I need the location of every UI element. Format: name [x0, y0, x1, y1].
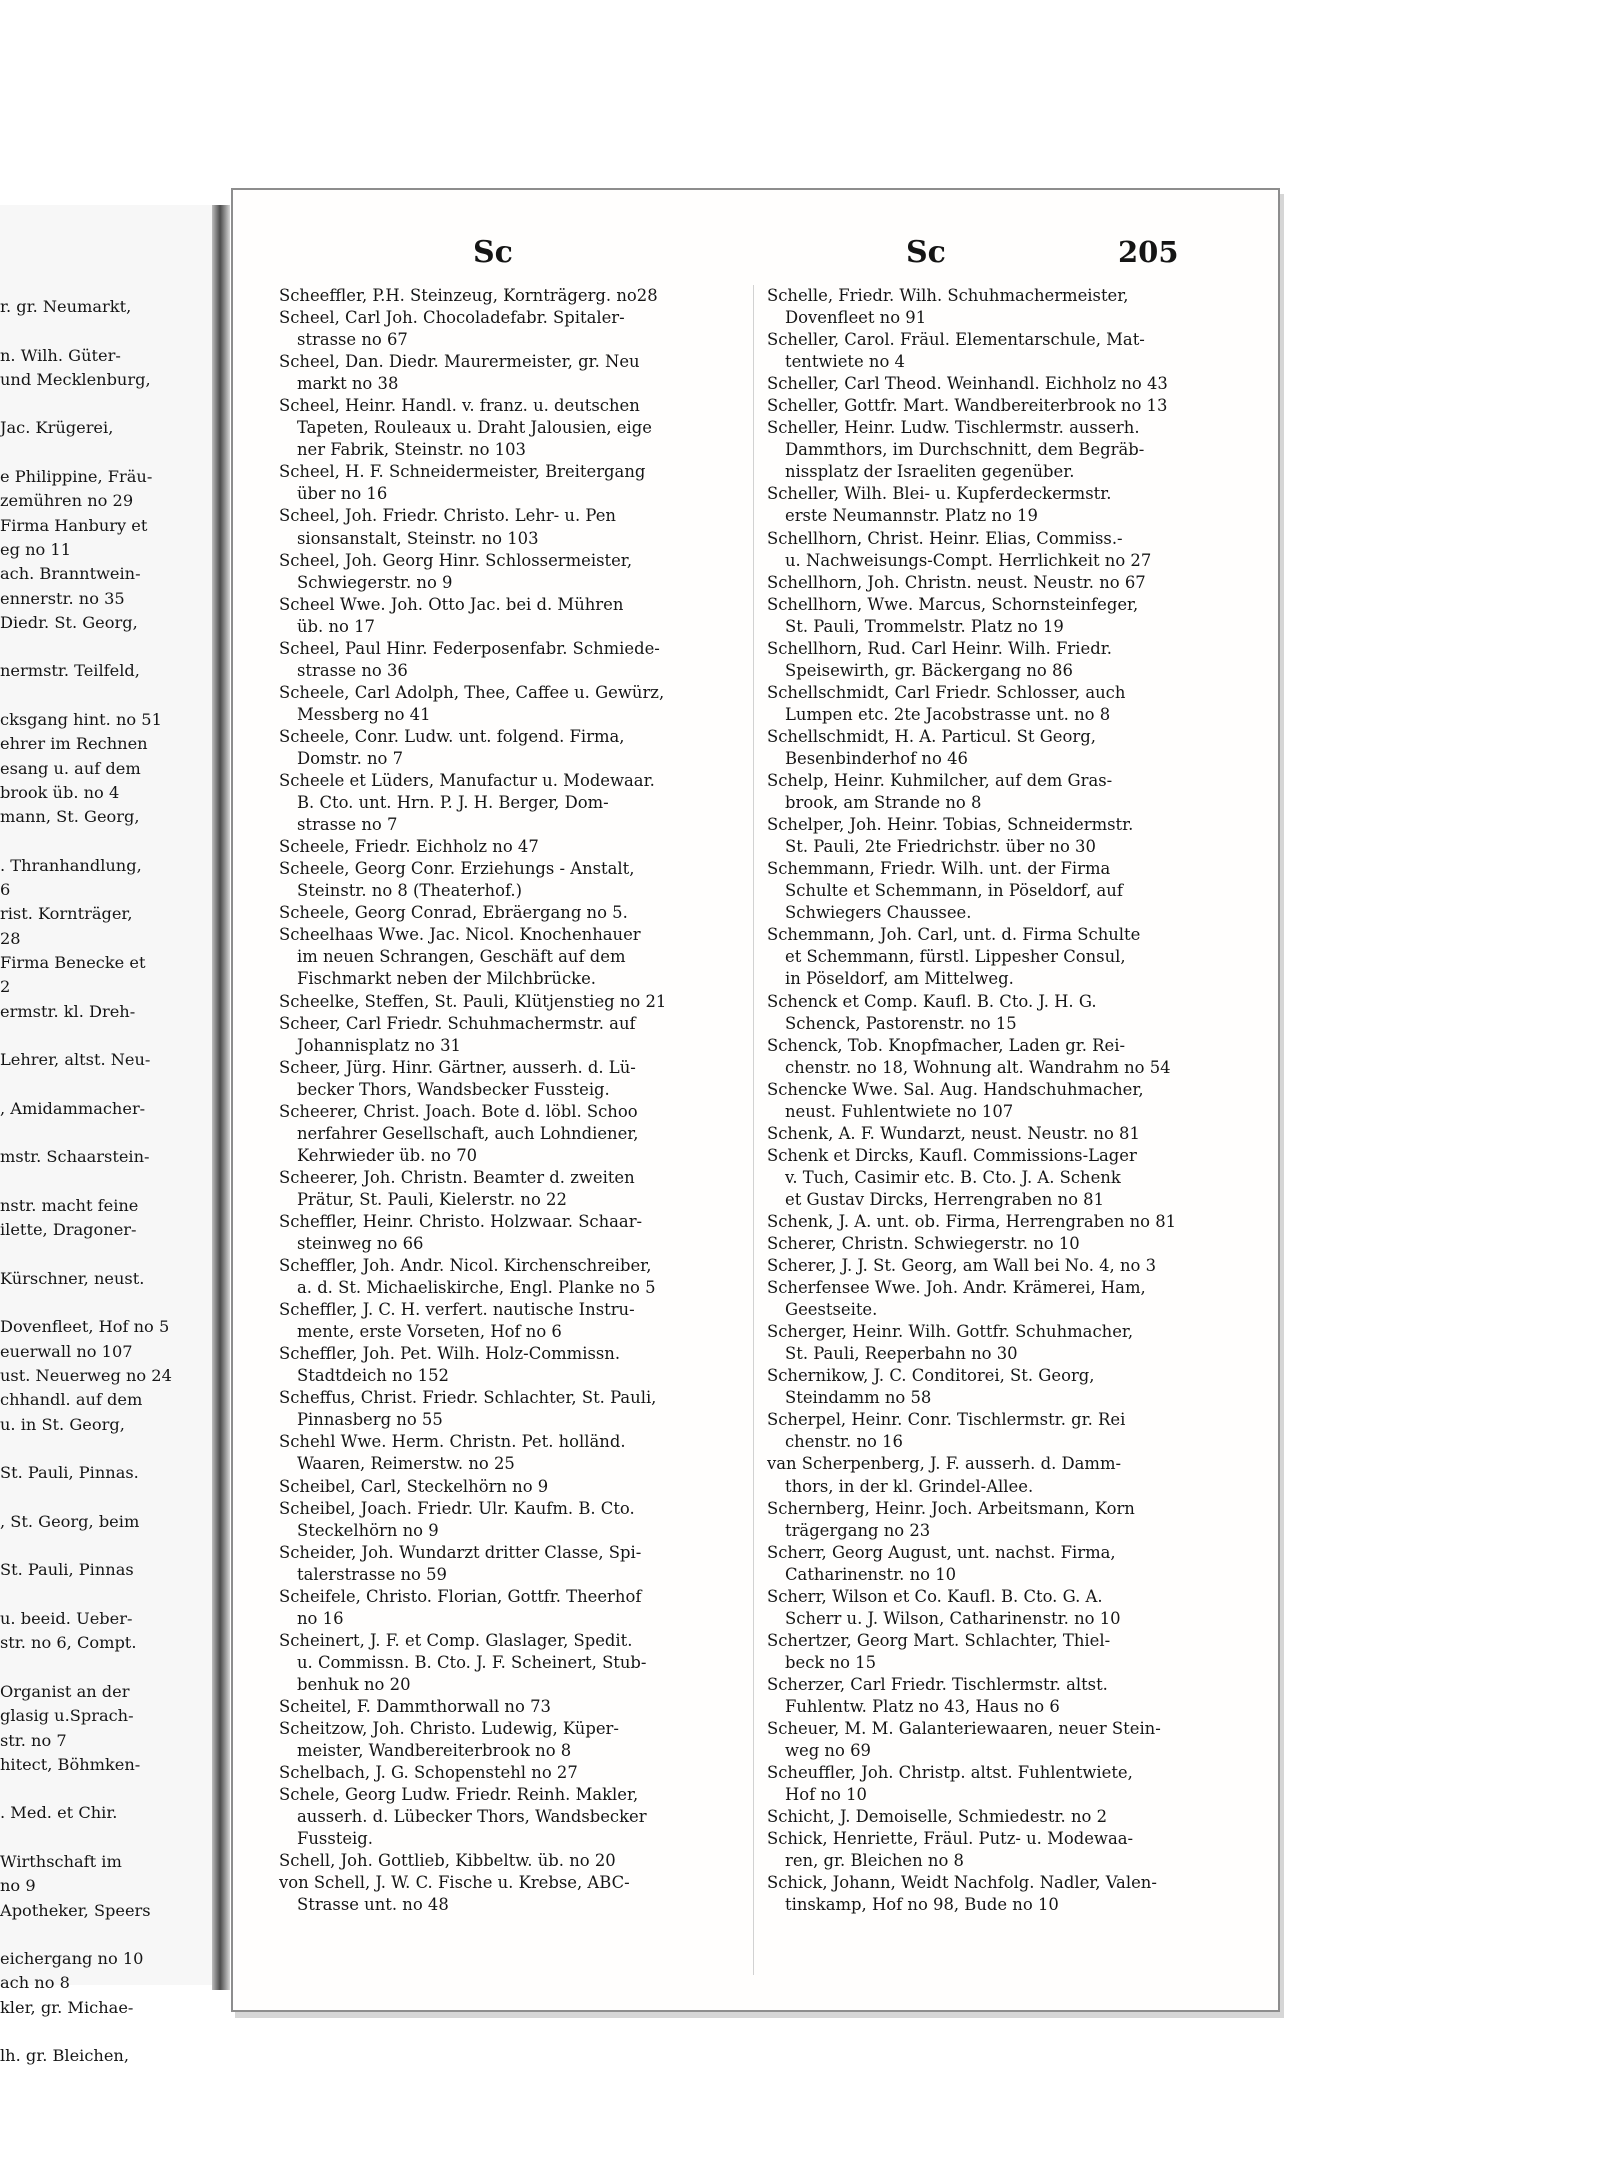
directory-entry-continuation: Steckelhörn no 9: [297, 1520, 439, 1540]
directory-entry-continuation: St. Pauli, Trommelstr. Platz no 19: [785, 616, 1064, 636]
previous-page-line: . Thranhandlung,: [0, 855, 142, 875]
directory-entry-continuation: talerstrasse no 59: [297, 1564, 447, 1584]
directory-entry-line: Scheele, Georg Conrad, Ebräergang no 5.: [279, 903, 628, 923]
previous-page-line: [0, 1437, 208, 1461]
directory-entry-line: Schenk et Dircks, Kaufl. Commissions-Lager: [767, 1145, 1137, 1165]
directory-entry-line: Scherzer, Carl Friedr. Tischlermstr. altst.: [767, 1674, 1108, 1694]
previous-page-line: [0, 830, 208, 854]
directory-entry-line: Scheele, Carl Adolph, Thee, Caffee u. Gewürz,: [279, 682, 665, 702]
directory-entry-continuation: im neuen Schrangen, Geschäft auf dem: [297, 947, 626, 967]
directory-entry-line: Schernikow, J. C. Conditorei, St. Georg,: [767, 1366, 1095, 1386]
previous-page-line: mann, St. Georg,: [0, 807, 140, 827]
directory-entry-continuation: benhuk no 20: [297, 1674, 411, 1694]
directory-entry-line: Scheffler, Joh. Pet. Wilh. Holz-Commissn.: [279, 1344, 621, 1364]
directory-entry-line: Scheel, Paul Hinr. Federposenfabr. Schmiede-: [279, 638, 660, 658]
previous-page-line: [0, 441, 208, 465]
previous-page-line: [0, 1923, 208, 1947]
previous-page-line: [0, 635, 208, 659]
directory-entry-continuation: et Schemmann, fürstl. Lippesher Consul,: [785, 947, 1126, 967]
directory-entry-line: Scheerer, Christ. Joach. Bote d. löbl. Schoo: [279, 1101, 638, 1121]
directory-entry-continuation: nissplatz der Israeliten gegenüber.: [785, 462, 1075, 482]
previous-page-line: und Mecklenburg,: [0, 369, 151, 389]
directory-entry-line: Schellhorn, Rud. Carl Heinr. Wilh. Friedr.: [767, 638, 1112, 658]
directory-entry-line: van Scherpenberg, J. F. ausserh. d. Damm-: [767, 1454, 1122, 1474]
directory-entry-line: Scherer, Christn. Schwiegerstr. no 10: [767, 1234, 1080, 1254]
previous-page-line: [0, 1486, 208, 1510]
directory-entry-line: Scheel, H. F. Schneidermeister, Breitergang: [279, 462, 646, 482]
directory-entry-continuation: ren, gr. Bleichen no 8: [785, 1851, 964, 1871]
directory-entry-line: Scheel, Joh. Friedr. Christo. Lehr- u. Pen: [279, 506, 616, 526]
right-running-head: Sc: [906, 235, 946, 270]
directory-entry-continuation: Besenbinderhof no 46: [785, 748, 968, 768]
previous-page-line: [0, 1024, 208, 1048]
directory-entry-line: Scheele et Lüders, Manufactur u. Modewaar.: [279, 771, 655, 791]
directory-entry-continuation: Fussteig.: [297, 1829, 373, 1849]
directory-entry-line: Scheffler, J. C. H. verfert. nautische Instru-: [279, 1300, 635, 1320]
directory-entry-line: Scheller, Gottfr. Mart. Wandbereiterbrook no 13: [767, 396, 1168, 416]
directory-entry-line: Scheer, Carl Friedr. Schuhmachermstr. auf: [279, 1013, 636, 1033]
previous-page-line: Firma Benecke et: [0, 953, 146, 973]
previous-page-line: [0, 1073, 208, 1097]
previous-page-line: nstr. macht feine: [0, 1195, 139, 1215]
directory-entry-line: Schelper, Joh. Heinr. Tobias, Schneidermstr.: [767, 815, 1134, 835]
previous-page-line: [0, 1583, 208, 1607]
previous-page-line: ilette, Dragoner-: [0, 1220, 137, 1240]
page-number: 205: [1118, 235, 1179, 269]
directory-entry-continuation: Geestseite.: [785, 1300, 878, 1320]
directory-entry-line: Scheifele, Christo. Florian, Gottfr. Theerhof: [279, 1586, 642, 1606]
directory-entry-line: Scheller, Wilh. Blei- u. Kupferdeckermstr.: [767, 484, 1112, 504]
directory-entry-continuation: meister, Wandbereiterbrook no 8: [297, 1741, 572, 1761]
directory-entry-line: Schick, Johann, Weidt Nachfolg. Nadler, Valen-: [767, 1873, 1157, 1893]
book-gutter: [212, 205, 230, 1990]
directory-entry-continuation: erste Neumannstr. Platz no 19: [785, 506, 1038, 526]
previous-page-line: Jac. Krügerei,: [0, 418, 114, 438]
previous-page-line: [0, 1534, 208, 1558]
directory-entry-line: Schenck et Comp. Kaufl. B. Cto. J. H. G.: [767, 991, 1097, 1011]
directory-entry-line: Scherpel, Heinr. Conr. Tischlermstr. gr. Rei: [767, 1410, 1126, 1430]
directory-entry-continuation: a. d. St. Michaeliskirche, Engl. Planke no 5: [297, 1278, 656, 1298]
directory-entry-line: Scheibel, Carl, Steckelhörn no 9: [279, 1476, 549, 1496]
directory-entry-continuation: thors, in der kl. Grindel-Allee.: [785, 1476, 1034, 1496]
directory-entry-line: Schehl Wwe. Herm. Christn. Pet. holländ.: [279, 1432, 626, 1452]
previous-page-line: str. no 6, Compt.: [0, 1633, 137, 1653]
directory-entry-line: Scheibel, Joach. Friedr. Ulr. Kaufm. B. Cto.: [279, 1498, 635, 1518]
directory-entry-line: Scherfensee Wwe. Joh. Andr. Krämerei, Ham,: [767, 1278, 1146, 1298]
directory-entry-line: Schernberg, Heinr. Joch. Arbeitsmann, Korn: [767, 1498, 1135, 1518]
directory-entry-continuation: sionsanstalt, Steinstr. no 103: [297, 528, 539, 548]
previous-page-line: Diedr. St. Georg,: [0, 612, 138, 632]
directory-entry-continuation: Messberg no 41: [297, 704, 431, 724]
directory-entry-line: Scheitzow, Joh. Christo. Ludewig, Küper-: [279, 1719, 619, 1739]
previous-page-line: 6: [0, 880, 11, 900]
left-directory-column: [279, 285, 749, 1916]
previous-page-line: St. Pauli, Pinnas.: [0, 1463, 139, 1483]
previous-page-line: u. in St. Georg,: [0, 1414, 125, 1434]
previous-page-line: 28: [0, 928, 21, 948]
directory-entry-continuation: Kehrwieder üb. no 70: [297, 1145, 478, 1165]
directory-entry-line: Scherger, Heinr. Wilh. Gottfr. Schuhmacher,: [767, 1322, 1134, 1342]
directory-entry-line: Scheffler, Heinr. Christo. Holzwaar. Schaar-: [279, 1211, 643, 1231]
directory-entry-line: Scherr, Georg August, unt. nachst. Firma,: [767, 1542, 1116, 1562]
directory-entry-continuation: u. Nachweisungs-Compt. Herrlichkeit no 27: [785, 550, 1152, 570]
directory-entry-continuation: chenstr. no 16: [785, 1432, 903, 1452]
previous-page-line: [0, 1121, 208, 1145]
previous-page-line: Wirthschaft im: [0, 1852, 122, 1871]
directory-entry-line: Scheffus, Christ. Friedr. Schlachter, St. Pauli,: [279, 1388, 657, 1408]
directory-entry-continuation: steinweg no 66: [297, 1234, 424, 1254]
left-running-head: Sc: [473, 235, 513, 270]
directory-entry-continuation: St. Pauli, 2te Friedrichstr. über no 30: [785, 837, 1096, 857]
previous-page-line: Kürschner, neust.: [0, 1268, 145, 1288]
previous-page-line: 2: [0, 977, 11, 997]
previous-page-line: [0, 1243, 208, 1267]
previous-page-line: nermstr. Teilfeld,: [0, 661, 140, 681]
directory-entry-continuation: strasse no 7: [297, 815, 398, 835]
directory-entry-continuation: Schwiegers Chaussee.: [785, 903, 972, 923]
directory-entry-continuation: Domstr. no 7: [297, 748, 404, 768]
directory-entry-line: Scheffler, Joh. Andr. Nicol. Kirchenschreiber,: [279, 1256, 652, 1276]
previous-page-line: Lehrer, altst. Neu-: [0, 1050, 151, 1070]
previous-page-line: [0, 1656, 208, 1680]
previous-page-line: ennerstr. no 35: [0, 588, 125, 608]
previous-page-line: hitect, Böhmken-: [0, 1754, 141, 1774]
previous-page-line: no 9: [0, 1876, 36, 1896]
directory-entry-continuation: Lumpen etc. 2te Jacobstrasse unt. no 8: [785, 704, 1111, 724]
directory-entry-line: Schelp, Heinr. Kuhmilcher, auf dem Gras-: [767, 771, 1113, 791]
previous-page-line: [0, 1777, 208, 1801]
previous-page-line: r. gr. Neumarkt,: [0, 297, 132, 316]
directory-entry-line: Scheinert, J. F. et Comp. Glaslager, Spedit.: [279, 1630, 633, 1650]
previous-page-line: zemühren no 29: [0, 491, 134, 511]
directory-entry-line: Scheel, Joh. Georg Hinr. Schlossermeister,: [279, 550, 633, 570]
directory-entry-line: Scheller, Carol. Fräul. Elementarschule, Mat-: [767, 330, 1145, 350]
directory-entry-line: Scherr, Wilson et Co. Kaufl. B. Cto. G. A.: [767, 1586, 1103, 1606]
directory-entry-line: Scheele, Conr. Ludw. unt. folgend. Firma,: [279, 726, 625, 746]
right-directory-column: [767, 285, 1247, 1916]
directory-entry-line: Schenk, J. A. unt. ob. Firma, Herrengraben no 81: [767, 1211, 1177, 1231]
previous-page-line: Firma Hanbury et: [0, 515, 148, 535]
column-divider: [753, 285, 754, 1975]
previous-page-line: e Philippine, Fräu-: [0, 467, 153, 487]
previous-page-line: glasig u.Sprach-: [0, 1706, 134, 1726]
directory-entry-line: Schellschmidt, H. A. Particul. St Georg,: [767, 726, 1096, 746]
directory-entry-line: Schellschmidt, Carl Friedr. Schlosser, auch: [767, 682, 1126, 702]
directory-entry-continuation: über no 16: [297, 484, 388, 504]
previous-page-line: rist. Kornträger,: [0, 904, 133, 924]
directory-entry-continuation: ner Fabrik, Steinstr. no 103: [297, 440, 526, 460]
previous-page-line: brook üb. no 4: [0, 782, 120, 802]
directory-entry-line: Scherer, J. J. St. Georg, am Wall bei No. 4, no 3: [767, 1256, 1157, 1276]
directory-entry-continuation: in Pöseldorf, am Mittelweg.: [785, 969, 1014, 989]
directory-entry-continuation: becker Thors, Wandsbecker Fussteig.: [297, 1079, 610, 1099]
directory-entry-line: Schele, Georg Ludw. Friedr. Reinh. Makler,: [279, 1785, 639, 1805]
directory-entry-continuation: Tapeten, Rouleaux u. Draht Jalousien, eige: [297, 418, 652, 438]
directory-entry-line: Scheel, Heinr. Handl. v. franz. u. deutschen: [279, 396, 640, 416]
directory-entry-continuation: tentwiete no 4: [785, 352, 905, 372]
directory-entry-continuation: Strasse unt. no 48: [297, 1895, 449, 1915]
directory-entry-line: Schell, Joh. Gottlieb, Kibbeltw. üb. no 20: [279, 1851, 616, 1871]
directory-entry-line: Schellhorn, Wwe. Marcus, Schornsteinfeger,: [767, 594, 1139, 614]
previous-page-line: Organist an der: [0, 1681, 130, 1701]
directory-entry-continuation: Dammthors, im Durchschnitt, dem Begräb-: [785, 440, 1145, 460]
previous-page-line: ach. Branntwein-: [0, 564, 141, 584]
directory-entry-continuation: Scherr u. J. Wilson, Catharinenstr. no 10: [785, 1608, 1121, 1628]
directory-entry-continuation: no 16: [297, 1608, 344, 1628]
directory-entry-continuation: Stadtdeich no 152: [297, 1366, 449, 1386]
previous-page-line: chhandl. auf dem: [0, 1390, 143, 1410]
directory-entry-continuation: strasse no 67: [297, 330, 408, 350]
directory-entry-continuation: Prätur, St. Pauli, Kielerstr. no 22: [297, 1189, 567, 1209]
directory-entry-continuation: ausserh. d. Lübecker Thors, Wandsbecker: [297, 1807, 647, 1827]
directory-entry-continuation: Speisewirth, gr. Bäckergang no 86: [785, 660, 1073, 680]
directory-entry-continuation: trägergang no 23: [785, 1520, 931, 1540]
previous-page-line: , Amidammacher-: [0, 1098, 146, 1118]
directory-entry-continuation: neust. Fuhlentwiete no 107: [785, 1101, 1014, 1121]
directory-entry-line: Scheeffler, P.H. Steinzeug, Kornträgerg. no28: [279, 286, 658, 305]
directory-entry-continuation: B. Cto. unt. Hrn. P. J. H. Berger, Dom-: [297, 793, 609, 813]
directory-entry-line: Scheel, Carl Joh. Chocoladefabr. Spitaler-: [279, 308, 625, 328]
previous-page-fragment: [0, 205, 218, 2066]
directory-entry-line: Schellhorn, Christ. Heinr. Elias, Commiss.-: [767, 528, 1123, 548]
previous-page-line: ach no 8: [0, 1973, 70, 1993]
directory-entry-line: Schenk, A. F. Wundarzt, neust. Neustr. no 81: [767, 1123, 1140, 1143]
directory-entry-continuation: strasse no 36: [297, 660, 408, 680]
previous-page-line: , St. Georg, beim: [0, 1511, 140, 1531]
directory-entry-line: Scheitel, F. Dammthorwall no 73: [279, 1697, 551, 1716]
directory-entry-line: Schenck, Tob. Knopfmacher, Laden gr. Rei-: [767, 1035, 1126, 1055]
directory-entry-continuation: Hof no 10: [785, 1785, 867, 1805]
directory-entry-line: Scheuffler, Joh. Christp. altst. Fuhlentwiete,: [767, 1763, 1133, 1783]
directory-entry-line: Scheller, Carl Theod. Weinhandl. Eichholz no 43: [767, 374, 1168, 394]
directory-entry-continuation: Schenck, Pastorenstr. no 15: [785, 1013, 1017, 1033]
directory-entry-continuation: nerfahrer Gesellschaft, auch Lohndiener,: [297, 1123, 639, 1143]
directory-entry-line: Schelle, Friedr. Wilh. Schuhmachermeister,: [767, 286, 1129, 305]
directory-entry-continuation: Schwiegerstr. no 9: [297, 572, 453, 592]
directory-entry-continuation: Schulte et Schemmann, in Pöseldorf, auf: [785, 881, 1123, 901]
previous-page-line: n. Wilh. Güter-: [0, 345, 121, 365]
directory-entry-line: Scheele, Friedr. Eichholz no 47: [279, 837, 539, 857]
directory-page: [231, 188, 1280, 2012]
previous-page-line: lh. gr. Bleichen,: [0, 2046, 129, 2066]
previous-page-line: cksgang hint. no 51: [0, 710, 162, 730]
previous-page-line: [0, 319, 208, 343]
previous-page-line: Dovenfleet, Hof no 5: [0, 1317, 170, 1337]
directory-entry-continuation: St. Pauli, Reeperbahn no 30: [785, 1344, 1018, 1364]
directory-entry-line: Scheider, Joh. Wundarzt dritter Classe, Spi-: [279, 1542, 642, 1562]
directory-entry-line: Schemmann, Joh. Carl, unt. d. Firma Schulte: [767, 925, 1141, 945]
directory-entry-line: Schencke Wwe. Sal. Aug. Handschuhmacher,: [767, 1079, 1144, 1099]
directory-entry-continuation: Steinstr. no 8 (Theaterhof.): [297, 881, 523, 901]
directory-entry-continuation: weg no 69: [785, 1741, 871, 1761]
previous-page-line: St. Pauli, Pinnas: [0, 1560, 134, 1580]
previous-page-line: [0, 2020, 208, 2044]
previous-page-line: eichergang no 10: [0, 1949, 144, 1969]
directory-entry-line: Scheelhaas Wwe. Jac. Nicol. Knochenhauer: [279, 925, 641, 945]
directory-entry-continuation: Johannisplatz no 31: [297, 1035, 461, 1055]
previous-page-line: mstr. Schaarstein-: [0, 1147, 150, 1167]
previous-page-line: [0, 1826, 208, 1850]
previous-page-line: euerwall no 107: [0, 1341, 133, 1361]
previous-page-line: [0, 392, 208, 416]
directory-entry-continuation: Fischmarkt neben der Milchbrücke.: [297, 969, 597, 989]
previous-page-line: [0, 684, 208, 708]
directory-entry-continuation: Steindamm no 58: [785, 1388, 932, 1408]
directory-entry-continuation: beck no 15: [785, 1652, 877, 1672]
previous-page-line: u. beeid. Ueber-: [0, 1609, 133, 1629]
directory-entry-continuation: chenstr. no 18, Wohnung alt. Wandrahm no 54: [785, 1057, 1171, 1077]
directory-entry-line: Scheelke, Steffen, St. Pauli, Klütjenstieg no 21: [279, 991, 667, 1011]
directory-entry-line: Schellhorn, Joh. Christn. neust. Neustr. no 67: [767, 572, 1146, 592]
directory-entry-continuation: Waaren, Reimerstw. no 25: [297, 1454, 515, 1474]
previous-page-text-column: [0, 295, 208, 2069]
directory-entry-line: Scheele, Georg Conr. Erziehungs - Anstalt,: [279, 859, 635, 879]
directory-entry-line: Scheel, Dan. Diedr. Maurermeister, gr. Neu: [279, 352, 640, 372]
directory-entry-continuation: et Gustav Dircks, Herrengraben no 81: [785, 1189, 1105, 1209]
directory-entry-continuation: u. Commissn. B. Cto. J. F. Scheinert, Stub-: [297, 1652, 647, 1672]
directory-entry-continuation: Catharinenstr. no 10: [785, 1564, 957, 1584]
directory-entry-continuation: Fuhlentw. Platz no 43, Haus no 6: [785, 1697, 1060, 1716]
previous-page-line: ehrer im Rechnen: [0, 734, 148, 754]
previous-page-line: [0, 1170, 208, 1194]
previous-page-line: Apotheker, Speers: [0, 1900, 151, 1920]
directory-entry-continuation: üb. no 17: [297, 616, 375, 636]
directory-entry-line: Scheer, Jürg. Hinr. Gärtner, ausserh. d. Lü-: [279, 1057, 636, 1077]
directory-entry-line: Schertzer, Georg Mart. Schlachter, Thiel-: [767, 1630, 1111, 1650]
previous-page-line: str. no 7: [0, 1730, 67, 1750]
directory-entry-continuation: brook, am Strande no 8: [785, 793, 982, 813]
previous-page-line: eg no 11: [0, 539, 72, 559]
directory-entry-line: Scheller, Heinr. Ludw. Tischlermstr. ausserh.: [767, 418, 1140, 438]
previous-page-line: . Med. et Chir.: [0, 1803, 118, 1823]
directory-entry-line: Scheel Wwe. Joh. Otto Jac. bei d. Mühren: [279, 594, 624, 614]
directory-entry-continuation: Pinnasberg no 55: [297, 1410, 443, 1430]
previous-page-line: esang u. auf dem: [0, 758, 141, 778]
directory-entry-line: Scheerer, Joh. Christn. Beamter d. zweiten: [279, 1167, 635, 1187]
previous-page-line: [0, 1291, 208, 1315]
directory-entry-continuation: mente, erste Vorseten, Hof no 6: [297, 1322, 562, 1342]
directory-entry-continuation: markt no 38: [297, 374, 399, 394]
directory-entry-line: Schemmann, Friedr. Wilh. unt. der Firma: [767, 859, 1111, 879]
previous-page-line: ermstr. kl. Dreh-: [0, 1001, 136, 1021]
previous-page-line: ust. Neuerweg no 24: [0, 1366, 172, 1386]
directory-entry-line: Scheuer, M. M. Galanteriewaaren, neuer Stein-: [767, 1719, 1161, 1739]
directory-entry-continuation: v. Tuch, Casimir etc. B. Cto. J. A. Schenk: [785, 1167, 1121, 1187]
directory-entry-line: Schelbach, J. G. Schopenstehl no 27: [279, 1763, 578, 1783]
previous-page-line: kler, gr. Michae-: [0, 1997, 134, 2017]
directory-entry-continuation: tinskamp, Hof no 98, Bude no 10: [785, 1895, 1059, 1915]
directory-entry-line: Schicht, J. Demoiselle, Schmiedestr. no 2: [767, 1807, 1108, 1827]
directory-entry-line: von Schell, J. W. C. Fische u. Krebse, ABC-: [279, 1873, 630, 1893]
directory-entry-continuation: Dovenfleet no 91: [785, 308, 927, 328]
directory-entry-line: Schick, Henriette, Fräul. Putz- u. Modewaa-: [767, 1829, 1134, 1849]
